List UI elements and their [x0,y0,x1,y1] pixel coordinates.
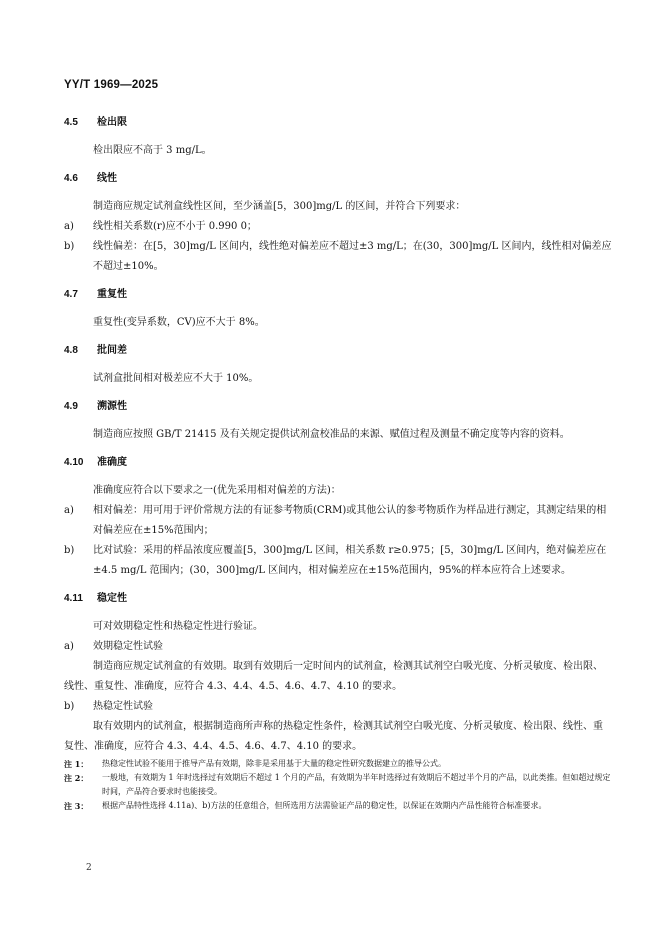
list-item-title: 热稳定性试验 [93,701,153,712]
list-item-label: b) [64,701,75,712]
note [64,771,612,799]
section-4-6 [64,172,612,277]
list-item [64,637,612,657]
note-text: 一般地，有效期为 1 年时选择过有效期后不超过 1 个月的产品，有效期为半年时选择过有效期后不超过半个月的产品，以此类推。但如超过规定时间，产品符合要求时也能接受。 [102,773,611,796]
note [64,799,612,813]
list-item [64,501,612,541]
paragraph: 试剂盒批间相对极差应不大于 10%。 [93,373,259,384]
list-item-title: 效期稳定性试验 [93,641,163,652]
section-number: 4.11 [64,593,83,604]
section-number: 4.6 [64,173,78,184]
paragraph: 制造商应规定试剂盒的有效期。取到有效期后一定时间内的试剂盒，检测其试剂空白吸光度、分析灵敏度、检出限、线性、重复性、准确度，应符合 4.3、4.4、4.5、4.6、4.7、4.10 的要求。 [64,661,603,692]
section-title: 检出限 [97,117,127,128]
list-item-label: b) [64,545,75,556]
section-title: 溯源性 [97,401,127,412]
section-number: 4.10 [64,457,84,468]
section-heading [64,400,612,414]
list-item [64,697,612,717]
note-label: 注 1： [64,759,89,769]
paragraph: 制造商应规定试剂盒线性区间，至少涵盖[5，300]mg/L 的区间，并符合下列要求： [93,201,466,212]
paragraph: 制造商应按照 GB/T 21415 及有关规定提供试剂盒校准品的来源、赋值过程及测量不确定度等内容的资料。 [93,429,570,440]
note-label: 注 2： [64,773,89,783]
section-heading [64,172,612,186]
section-heading [64,116,612,130]
section-4-8 [64,344,612,389]
section-number: 4.9 [64,401,78,412]
document-body [64,116,612,813]
section-title: 线性 [97,173,117,184]
list-item-text: 相对偏差：用可用于评价常规方法的有证参考物质(CRM)或其他公认的参考物质作为样品进行测定，其测定结果的相对偏差应在±15%范围内； [93,505,607,536]
section-title: 准确度 [97,457,127,468]
note-label: 注 3： [64,801,89,811]
list-item-label: b) [64,241,75,252]
paragraph: 检出限应不高于 3 mg/L。 [93,145,212,156]
list-item [64,237,612,277]
section-number: 4.7 [64,289,78,300]
list-item [64,541,612,581]
section-heading [64,592,612,606]
section-4-9 [64,400,612,445]
note-text: 根据产品特性选择 4.11a)、b)方法的任意组合，但所选用方法需验证产品的稳定性，以保证在效期内产品性能符合标准要求。 [102,801,547,810]
section-title: 批间差 [97,345,127,356]
section-title: 稳定性 [97,593,127,604]
list-item-label: a) [64,641,74,652]
section-title: 重复性 [97,289,127,300]
section-4-11 [64,592,612,813]
note [64,757,612,771]
paragraph: 取有效期内的试剂盒，根据制造商所声称的热稳定性条件，检测其试剂空白吸光度、分析灵敏度、检出限、线性、重复性、准确度，应符合 4.3、4.4、4.5、4.6、4.7、4.10 的要求。 [64,721,603,752]
section-heading [64,456,612,470]
paragraph: 准确度应符合以下要求之一(优先采用相对偏差的方法)： [93,485,341,496]
section-4-7 [64,288,612,333]
list-item-text: 比对试验：采用的样品浓度应覆盖[5，300]mg/L 区间，相关系数 r≥0.975；[5，30]mg/L 区间内，绝对偏差应在±4.5 mg/L 范围内；(30，300]mg/L 区间内，相对偏差应在±15%范围内，95%的样本应符合上述要求。 [93,545,607,576]
paragraph: 重复性(变异系数，CV)应不大于 8%。 [93,317,265,328]
section-heading [64,288,612,302]
list-item [64,217,612,237]
paragraph: 可对效期稳定性和热稳定性进行验证。 [93,621,263,632]
list-item-text: 线性偏差：在[5，30]mg/L 区间内，线性绝对偏差应不超过±3 mg/L；在(30，300]mg/L 区间内，线性相对偏差应不超过±10%。 [93,241,612,272]
list-item-text: 线性相关系数(r)应不小于 0.990 0； [93,221,257,232]
section-4-10 [64,456,612,581]
section-heading [64,344,612,358]
section-number: 4.5 [64,117,78,128]
section-number: 4.8 [64,345,78,356]
document-code: YY/T 1969—2025 [64,79,159,91]
note-text: 热稳定性试验不能用于推导产品有效期，除非是采用基于大量的稳定性研究数据建立的推导公式。 [102,759,446,768]
section-4-5 [64,116,612,161]
list-item-label: a) [64,505,74,516]
page-number: 2 [86,863,92,873]
list-item-label: a) [64,221,74,232]
